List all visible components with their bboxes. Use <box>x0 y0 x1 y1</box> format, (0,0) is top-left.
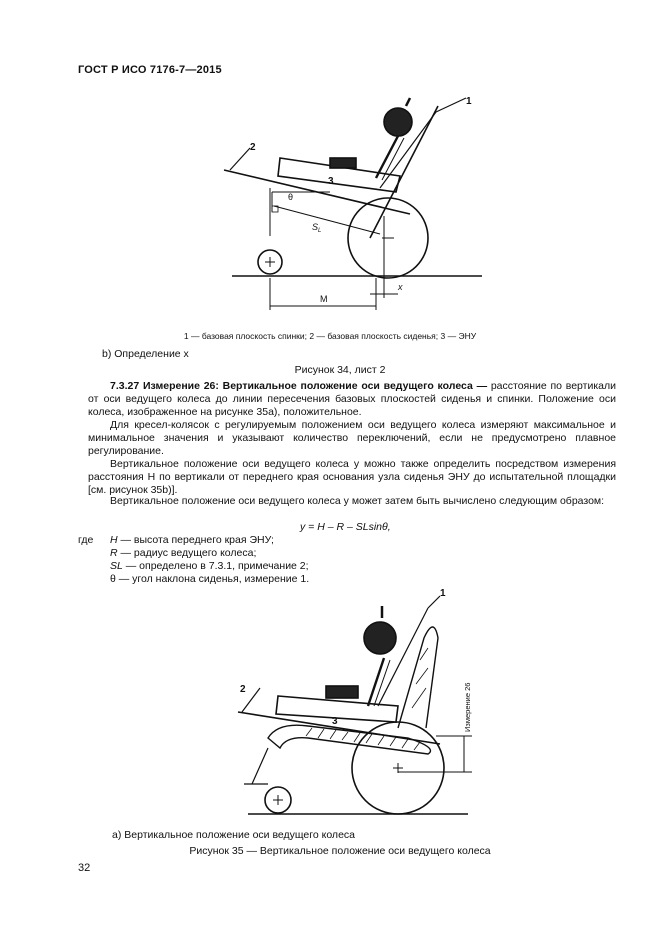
where-item-theta: θ — угол наклона сиденья, измерение 1. <box>110 573 310 585</box>
section-paragraph-4 <box>88 495 616 508</box>
fig34-label-m: M <box>320 294 328 304</box>
fig35-label-2: 2 <box>240 684 246 695</box>
fig35-dimension-label: Измерение 26 <box>463 682 472 732</box>
figure-35-drawing <box>228 588 488 818</box>
dummy-head <box>384 108 412 136</box>
where-item-r: R — радиус ведущего колеса; <box>110 547 257 559</box>
section-paragraph-3 <box>88 458 616 497</box>
figure-34-subcaption: b) Определение x <box>102 348 189 360</box>
document-header: ГОСТ Р ИСО 7176-7—2015 <box>78 64 222 76</box>
figure-35-title: Рисунок 35 — Вертикальное положение оси ведущего колеса <box>189 845 491 857</box>
fig34-label-x: x <box>398 282 403 292</box>
enu-block <box>326 686 358 698</box>
section-p4-text: Вертикальное положение оси ведущего колеса y может затем быть вычислено следующим образом: <box>110 495 605 507</box>
section-p3-text: Вертикальное положение оси ведущего колеса y можно также определить посредством измерения расстояния H по вертикали от переднего края основания узла сиденья ЭНУ до испытательной площадки [см. рисунок 35b)]. <box>88 458 616 496</box>
section-number: 7.3.27 <box>110 380 140 392</box>
section-p2-text: Для кресел-колясок с регулируемым положением оси ведущего колеса измеряют максимальное и минимальное значения и указывают количество переключений, если не предусмотрено плавное регулирование. <box>88 419 616 457</box>
where-label: где <box>78 534 94 546</box>
fig34-label-theta: θ <box>288 192 294 202</box>
fig34-label-3: 3 <box>328 176 334 187</box>
fig34-label-sl: $S_L$ <box>312 222 322 234</box>
section-heading: Измерение 26: Вертикальное положение оси ведущего колеса — <box>142 380 488 392</box>
backrest <box>398 627 438 728</box>
enu-block <box>330 158 356 168</box>
where-item-h: H — высота переднего края ЭНУ; <box>110 534 274 546</box>
dummy-head <box>364 622 396 654</box>
fig35-label-3: 3 <box>332 716 338 727</box>
section-paragraph-2 <box>88 419 616 458</box>
figure-34-legend: 1 — базовая плоскость спинки; 2 — базовая плоскость сиденья; 3 — ЭНУ <box>183 331 477 341</box>
figure-35-subcaption: а) Вертикальное положение оси ведущего колеса <box>112 829 355 841</box>
section-p1-text: расстояние по вертикали от оси ведущего колеса до линии пересечения базовых плоскостей сиденья и спинки. Положение оси колеса, изображенное на рисунке 35а), положительное. <box>88 380 616 418</box>
section-paragraph-1 <box>88 380 616 419</box>
fig35-label-1: 1 <box>440 588 446 599</box>
fig34-label-2: 2 <box>250 142 256 153</box>
page-number: 32 <box>78 862 91 874</box>
figure-34-title: Рисунок 34, лист 2 <box>294 364 386 376</box>
formula: y = H – R – SLsinθ, <box>300 521 391 533</box>
fig34-label-1: 1 <box>466 96 472 107</box>
where-item-sl: SL — определено в 7.3.1, примечание 2; <box>110 560 309 572</box>
figure-34-drawing <box>220 88 490 318</box>
